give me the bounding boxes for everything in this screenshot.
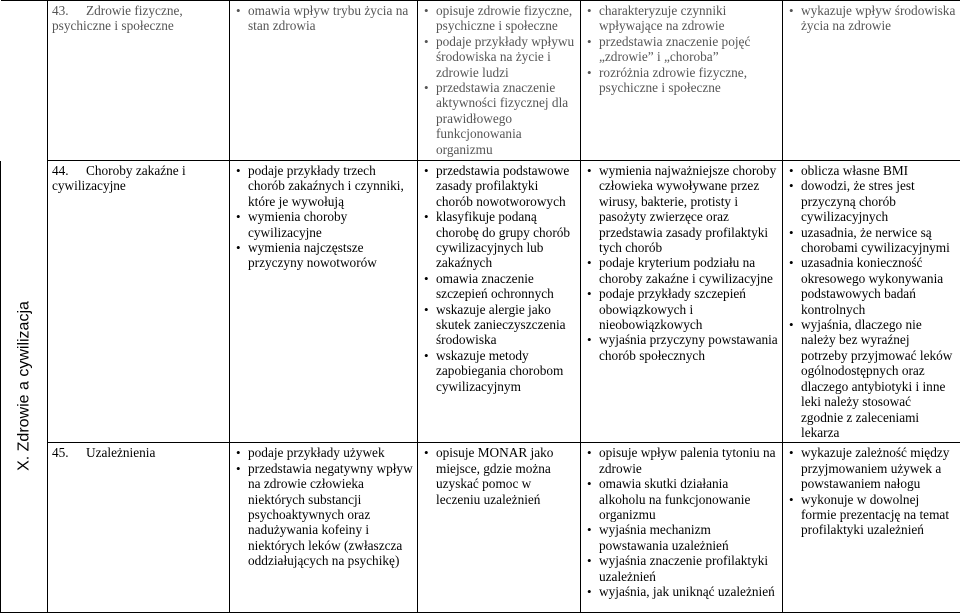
list-item: • wykazuje zależność między przyjmowaniem używek a powstawaniem nałogu: [787, 445, 956, 491]
requirements-list: [585, 163, 778, 363]
list-item: • wyjaśnia znaczenie profilaktyki uzależnień: [585, 553, 778, 584]
list-item: • wskazuje alergie jako skutek zanieczyszczenia środowiska: [422, 302, 576, 348]
table-row: [1, 1, 960, 161]
list-item: • opisuje wpływ palenia tytoniu na zdrowie: [585, 445, 778, 476]
topic-cell: [48, 161, 230, 443]
list-item: • wykonuje w dowolnej formie prezentację na temat profilaktyki uzależnień: [787, 492, 956, 538]
list-item: • omawia znaczenie szczepień ochronnych: [422, 271, 576, 302]
list-item: • klasyfikuje podaną chorobę do grupy chorób cywilizacyjnych lub zakaźnych: [422, 209, 576, 271]
section-cell: [1, 161, 48, 613]
list-item: • wymienia najważniejsze choroby człowieka wywoływane przez wirusy, bakterie, protisty i pasożyty zwierzęce oraz przedstawia zasady profilaktyki tych chorób: [585, 163, 778, 255]
lesson-topic: Choroby zakaźne i cywilizacyjne: [52, 163, 186, 193]
requirements-cell: [418, 443, 581, 613]
requirements-list: [234, 163, 413, 271]
requirements-cell: [230, 443, 418, 613]
section-cell-continued: [1, 1, 48, 161]
requirements-list: [787, 445, 956, 537]
list-item: • wskazuje metody zapobiegania chorobom cywilizacyjnym: [422, 348, 576, 394]
list-item: • wykazuje wpływ środowiska życia na zdrowie: [787, 3, 956, 34]
list-item: • dowodzi, że stres jest przyczyną chorób cywilizacyjnych: [787, 178, 956, 224]
lesson-number: 45.: [52, 445, 86, 460]
lesson-topic: Uzależnienia: [86, 445, 155, 460]
requirements-cell: [230, 161, 418, 443]
lesson-topic: Zdrowie fizyczne, psychiczne i społeczne: [52, 3, 183, 33]
requirements-list: [422, 163, 576, 394]
list-item: • podaje przykłady używek: [234, 445, 413, 460]
list-item: • omawia wpływ trybu życia na stan zdrowia: [234, 3, 413, 34]
topic-cell: [48, 1, 230, 161]
list-item: • przedstawia znaczenie aktywności fizycznej dla prawidłowego funkcjonowania organizmu: [422, 80, 576, 157]
list-item: • przedstawia podstawowe zasady profilaktyki chorób nowotworowych: [422, 163, 576, 209]
list-item: • opisuje MONAR jako miejsce, gdzie można uzyskać pomoc w leczeniu uzależnień: [422, 445, 576, 507]
list-item: • podaje kryterium podziału na choroby zakaźne i cywilizacyjne: [585, 255, 778, 286]
requirements-cell: [581, 443, 783, 613]
requirements-cell: [418, 1, 581, 161]
list-item: • wyjaśnia mechanizm powstawania uzależnień: [585, 522, 778, 553]
requirements-cell: [581, 161, 783, 443]
list-item: • wyjaśnia, jak uniknąć uzależnień: [585, 584, 778, 599]
list-item: • charakteryzuje czynniki wpływające na zdrowie: [585, 3, 778, 34]
requirements-cell: [783, 161, 960, 443]
section-label: X. Zdrowie a cywilizacja: [16, 301, 31, 471]
list-item: • oblicza własne BMI: [787, 163, 956, 178]
list-item: • omawia skutki działania alkoholu na funkcjonowanie organizmu: [585, 476, 778, 522]
list-item: • wyjaśnia przyczyny powstawania chorób społecznych: [585, 332, 778, 363]
requirements-cell: [418, 161, 581, 443]
topic-cell: [48, 443, 230, 613]
requirements-list: [787, 3, 956, 34]
list-item: • podaje przykłady wpływu środowiska na życie i zdrowie ludzi: [422, 34, 576, 80]
requirements-list: [422, 445, 576, 507]
requirements-list: [787, 163, 956, 440]
table-row: [1, 161, 960, 443]
list-item: • przedstawia znaczenie pojęć „zdrowie” i „choroba”: [585, 34, 778, 65]
requirements-cell: [230, 1, 418, 161]
list-item: • uzasadnia, że nerwice są chorobami cywilizacyjnymi: [787, 225, 956, 256]
list-item: • uzasadnia konieczność okresowego wykonywania podstawowych badań kontrolnych: [787, 255, 956, 317]
table-row: [1, 443, 960, 613]
requirements-cell: [783, 443, 960, 613]
requirements-list: [422, 3, 576, 157]
list-item: • wymienia najczęstsze przyczyny nowotworów: [234, 240, 413, 271]
requirements-list: [234, 445, 413, 568]
requirements-list: [585, 3, 778, 95]
list-item: • wyjaśnia, dlaczego nie należy bez wyraźnej potrzeby przyjmować leków ogólnodostępnych oraz dlaczego antybiotyki i inne leki należy stosować zgodnie z zaleceniami lekarza: [787, 317, 956, 440]
requirements-list: [585, 445, 778, 599]
list-item: • rozróżnia zdrowie fizyczne, psychiczne i społeczne: [585, 65, 778, 96]
lesson-number: 44.: [52, 163, 86, 178]
list-item: • wymienia choroby cywilizacyjne: [234, 209, 413, 240]
requirements-list: [234, 3, 413, 34]
list-item: • przedstawia negatywny wpływ na zdrowie człowieka niektórych substancji psychoaktywnych oraz nadużywania kofeiny i niektórych leków (zwłaszcza oddziałujących na psychikę): [234, 461, 413, 569]
list-item: • opisuje zdrowie fizyczne, psychiczne i społeczne: [422, 3, 576, 34]
requirements-cell: [783, 1, 960, 161]
lesson-number: 43.: [52, 3, 86, 18]
list-item: • podaje przykłady szczepień obowiązkowych i nieobowiązkowych: [585, 286, 778, 332]
requirements-cell: [581, 1, 783, 161]
list-item: • podaje przykłady trzech chorób zakaźnych i czynniki, które je wywołują: [234, 163, 413, 209]
